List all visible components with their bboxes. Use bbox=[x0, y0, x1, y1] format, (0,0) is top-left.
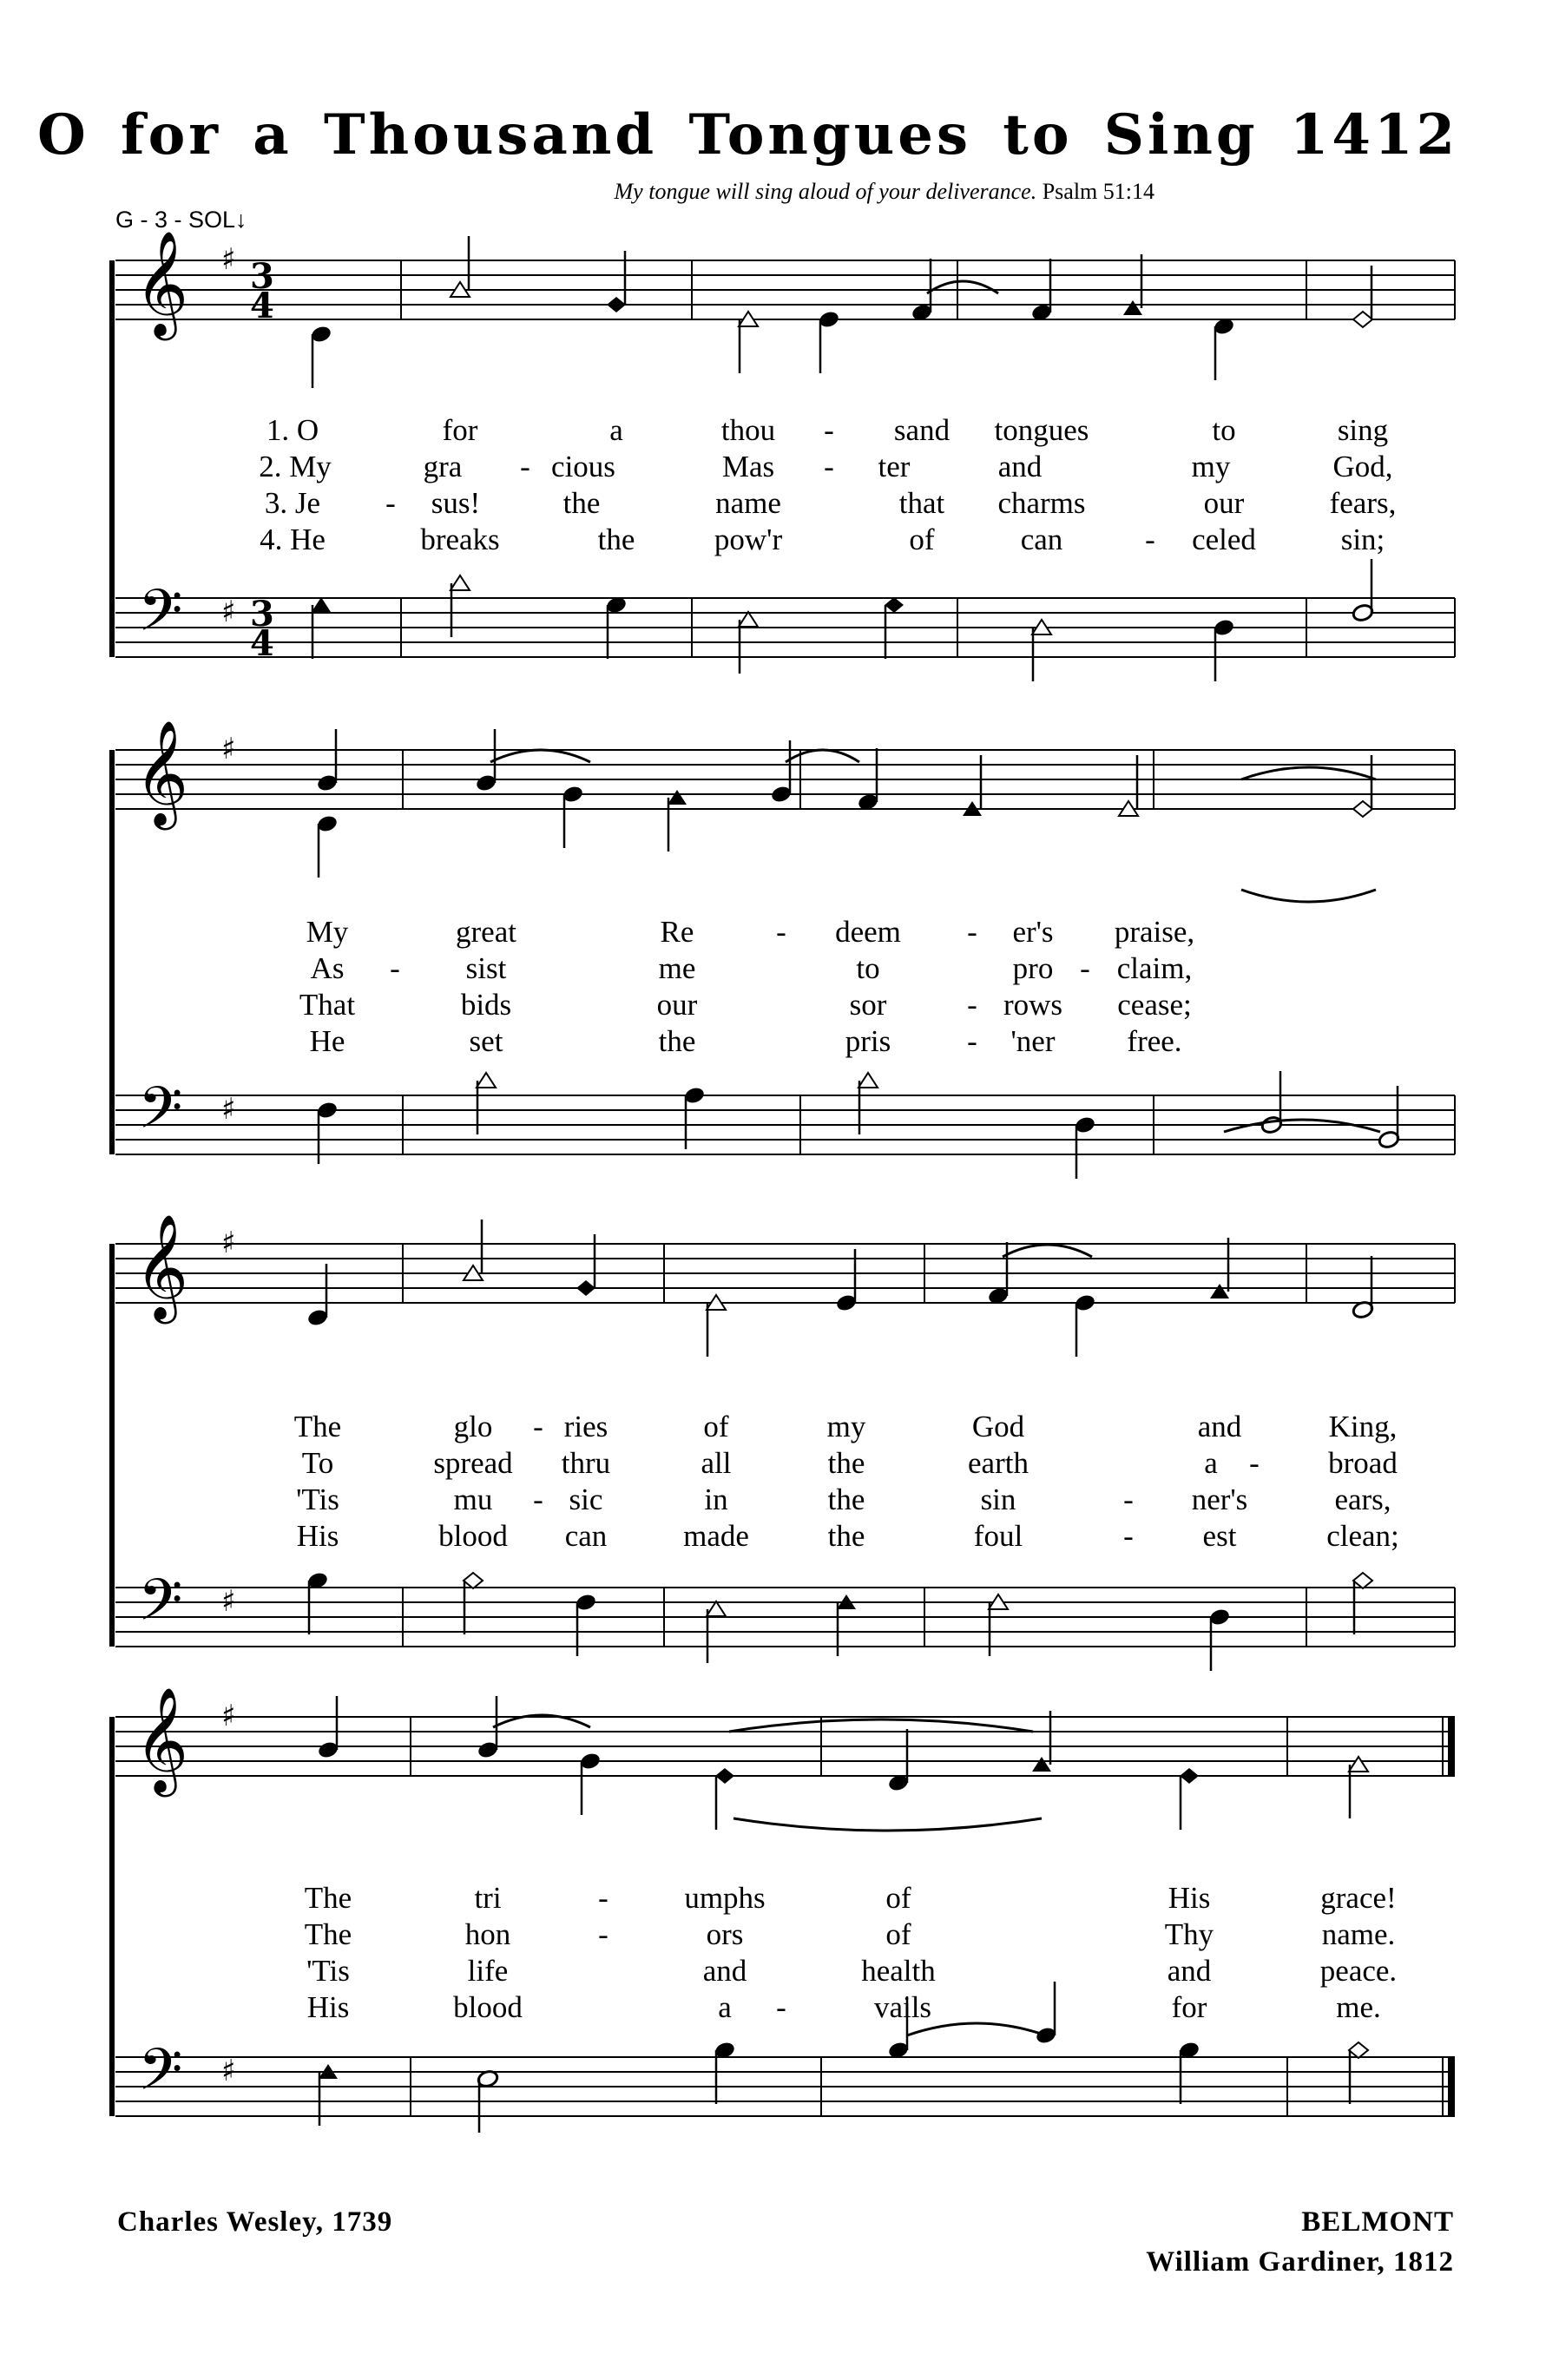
lyric-syllable: a bbox=[1204, 1446, 1218, 1480]
lyric-syllable: mu bbox=[453, 1483, 493, 1516]
lyric-syllable: - bbox=[520, 450, 530, 483]
lyric-syllable: can bbox=[1020, 523, 1063, 556]
lyric-syllable: - bbox=[967, 988, 977, 1022]
note-head bbox=[1210, 1284, 1229, 1298]
treble-clef-icon: 𝄞 bbox=[135, 1213, 189, 1319]
scripture-text: My tongue will sing aloud of your deliverance. bbox=[614, 179, 1037, 204]
lyric-syllable: of bbox=[703, 1410, 729, 1443]
lyric-syllable: ner's bbox=[1191, 1483, 1248, 1516]
lyric-syllable: Thy bbox=[1164, 1917, 1214, 1951]
lyric-syllable: in bbox=[704, 1483, 728, 1516]
slur bbox=[1241, 890, 1376, 902]
treble-note bbox=[316, 729, 339, 792]
lyric-syllable: - bbox=[598, 1881, 608, 1915]
sharp-icon: ♯ bbox=[221, 1699, 236, 1733]
lyric-syllable: sing bbox=[1337, 413, 1389, 447]
lyric-syllable: ter bbox=[878, 450, 911, 483]
lyric-syllable: - bbox=[1080, 951, 1090, 985]
lyric-syllable: sand bbox=[893, 413, 951, 447]
lyric-syllable: - bbox=[533, 1483, 543, 1516]
lyric-syllable: sin bbox=[980, 1483, 1016, 1516]
note-head bbox=[1353, 312, 1372, 327]
lyric-syllable: and bbox=[1167, 1954, 1212, 1988]
note-head bbox=[1353, 1573, 1372, 1588]
note-head bbox=[451, 575, 470, 590]
lyric-syllable: Re bbox=[660, 915, 694, 949]
treble-note bbox=[707, 1295, 726, 1357]
lyric-syllable: and bbox=[702, 1954, 747, 1988]
lyric-syllable: As bbox=[310, 951, 345, 985]
time-signature-bottom: 4 bbox=[250, 623, 274, 664]
lyric-syllable: name bbox=[715, 486, 781, 520]
lyric-syllable: set bbox=[469, 1024, 503, 1058]
lyric-syllable: sin; bbox=[1340, 523, 1385, 556]
treble-clef-icon: 𝄞 bbox=[135, 230, 189, 336]
lyric-syllable: health bbox=[861, 1954, 936, 1988]
lyric-syllable: and bbox=[997, 450, 1043, 483]
lyric-syllable: praise, bbox=[1114, 915, 1195, 949]
lyric-syllable: sor bbox=[849, 988, 887, 1022]
lyric-syllable: name. bbox=[1321, 1917, 1396, 1951]
treble-note bbox=[1210, 1238, 1229, 1298]
lyric-syllable: of bbox=[885, 1881, 911, 1915]
lyric-syllable: that bbox=[898, 486, 945, 520]
lyric-syllable: made bbox=[683, 1519, 749, 1553]
lyric-syllable: deem bbox=[835, 915, 901, 949]
lyric-syllable: gra bbox=[423, 450, 463, 483]
sharp-icon: ♯ bbox=[221, 242, 236, 277]
sharp-icon: ♯ bbox=[221, 2054, 236, 2088]
bass-note bbox=[1035, 1982, 1057, 2045]
author-credit: Charles Wesley, 1739 bbox=[117, 2206, 393, 2238]
note-head bbox=[1032, 1757, 1051, 1772]
lyric-syllable: cious bbox=[551, 450, 615, 483]
lyric-syllable: 2. My bbox=[259, 450, 332, 483]
lyric-syllable: - bbox=[824, 450, 834, 483]
note-head bbox=[477, 1073, 496, 1088]
bass-note bbox=[1353, 1573, 1372, 1634]
lyric-syllable: His bbox=[1168, 1881, 1211, 1915]
note-head bbox=[607, 297, 626, 312]
lyric-syllable: er's bbox=[1012, 915, 1054, 949]
note-head bbox=[1180, 1768, 1199, 1784]
lyric-syllable: 'ner bbox=[1010, 1024, 1056, 1058]
lyric-syllable: clean; bbox=[1326, 1519, 1399, 1553]
lyric-syllable: blood bbox=[438, 1519, 508, 1553]
lyric-syllable: vails bbox=[873, 1990, 932, 2024]
lyric-syllable: To bbox=[301, 1446, 334, 1480]
treble-note bbox=[1180, 1768, 1199, 1830]
lyric-syllable: The bbox=[304, 1881, 352, 1915]
lyric-syllable: thru bbox=[561, 1446, 611, 1480]
lyric-syllable: to bbox=[856, 951, 880, 985]
lyric-syllable: of bbox=[909, 523, 935, 556]
lyric-syllable: the bbox=[827, 1519, 865, 1553]
note-head bbox=[715, 1768, 734, 1784]
sharp-icon: ♯ bbox=[221, 595, 236, 629]
lyric-syllable: The bbox=[304, 1917, 352, 1951]
lyric-syllable: to bbox=[1212, 413, 1236, 447]
system-bracket bbox=[109, 750, 115, 1154]
treble-note bbox=[579, 1752, 602, 1815]
lyric-syllable: pro bbox=[1012, 951, 1054, 985]
sharp-icon: ♯ bbox=[221, 1226, 236, 1260]
lyric-syllable: 3. Je bbox=[264, 486, 321, 520]
treble-note bbox=[1349, 1757, 1368, 1818]
note-head bbox=[858, 1073, 878, 1088]
hymn-number: 1412 bbox=[1289, 102, 1458, 168]
treble-note bbox=[1123, 254, 1142, 315]
lyric-syllable: can bbox=[564, 1519, 608, 1553]
treble-note bbox=[562, 785, 584, 848]
lyric-syllable: tongues bbox=[994, 413, 1089, 447]
lyric-syllable: bids bbox=[460, 988, 512, 1022]
lyric-syllable: - bbox=[1123, 1519, 1134, 1553]
note-head bbox=[739, 612, 758, 627]
bass-clef-icon: 𝄢 bbox=[138, 577, 183, 658]
bass-clef-icon: 𝄢 bbox=[138, 2036, 183, 2117]
lyric-syllable: the bbox=[827, 1483, 865, 1516]
lyric-syllable: peace. bbox=[1319, 1954, 1398, 1988]
lyric-syllable: sic bbox=[569, 1483, 603, 1516]
lyric-syllable: pris bbox=[845, 1024, 891, 1058]
bass-clef-icon: 𝄢 bbox=[138, 1567, 183, 1647]
lyric-syllable: - bbox=[967, 915, 977, 949]
time-signature-top: 3 bbox=[250, 594, 274, 634]
treble-note bbox=[316, 814, 339, 878]
lyric-syllable: - bbox=[1145, 523, 1155, 556]
slur bbox=[490, 750, 590, 762]
lyric-syllable: broad bbox=[1328, 1446, 1398, 1480]
lyric-syllable: celed bbox=[1192, 523, 1256, 556]
lyric-syllable: tri bbox=[474, 1881, 502, 1915]
treble-note bbox=[739, 312, 758, 373]
lyric-syllable: our bbox=[656, 988, 698, 1022]
lyric-syllable: thou bbox=[720, 413, 776, 447]
lyric-syllable: His bbox=[296, 1519, 339, 1553]
slur bbox=[1003, 1245, 1092, 1257]
treble-note bbox=[317, 1696, 339, 1759]
lyric-syllable: and bbox=[1197, 1410, 1242, 1443]
lyric-syllable: sist bbox=[465, 951, 507, 985]
lyric-syllable: - bbox=[598, 1917, 608, 1951]
sharp-icon: ♯ bbox=[221, 1584, 236, 1619]
lyric-syllable: our bbox=[1203, 486, 1245, 520]
note-head bbox=[885, 597, 904, 613]
bass-note bbox=[1032, 620, 1051, 681]
lyric-syllable: me bbox=[658, 951, 696, 985]
lyric-syllable: my bbox=[826, 1410, 866, 1443]
lyric-syllable: God, bbox=[1332, 450, 1393, 483]
lyric-syllable: glo bbox=[453, 1410, 493, 1443]
note-head bbox=[1349, 2042, 1368, 2058]
lyric-syllable: foul bbox=[973, 1519, 1023, 1553]
lyric-syllable: umphs bbox=[684, 1881, 766, 1915]
lyric-syllable: breaks bbox=[420, 523, 500, 556]
lyric-syllable: His bbox=[306, 1990, 350, 2024]
lyric-syllable: The bbox=[293, 1410, 342, 1443]
note-head bbox=[1349, 1757, 1368, 1772]
time-signature-bottom: 4 bbox=[250, 286, 274, 326]
slur bbox=[927, 281, 998, 293]
bass-note bbox=[1074, 1115, 1096, 1179]
slur bbox=[729, 1719, 1033, 1732]
scripture-reference: Psalm 51:14 bbox=[1042, 179, 1154, 204]
lyric-syllable: cease; bbox=[1117, 988, 1192, 1022]
tune-name: BELMONT bbox=[1301, 2206, 1454, 2238]
lyric-syllable: 1. O bbox=[266, 413, 319, 447]
lyric-syllable: hon bbox=[464, 1917, 511, 1951]
system-bracket bbox=[109, 1244, 115, 1647]
note-head bbox=[707, 1601, 726, 1616]
lyric-syllable: 4. He bbox=[260, 523, 326, 556]
treble-note bbox=[451, 236, 470, 297]
lyric-syllable: pow'r bbox=[714, 523, 783, 556]
lyric-syllable: me. bbox=[1336, 1990, 1381, 2024]
lyric-syllable: ears, bbox=[1334, 1483, 1391, 1516]
lyric-syllable: free. bbox=[1127, 1024, 1182, 1058]
lyric-syllable: - bbox=[824, 413, 834, 447]
bass-note bbox=[1349, 2042, 1368, 2104]
lyric-syllable: life bbox=[467, 1954, 509, 1988]
lyric-syllable: my bbox=[1191, 450, 1231, 483]
treble-note bbox=[1032, 1711, 1051, 1772]
note-head bbox=[668, 790, 687, 805]
treble-note bbox=[668, 790, 687, 851]
note-head bbox=[1123, 300, 1142, 315]
hymn-title: O for a Thousand Tongues to Sing 1412 bbox=[37, 102, 1458, 168]
lyric-syllable: rows bbox=[1003, 988, 1063, 1022]
bass-note bbox=[1208, 1607, 1231, 1671]
bass-note bbox=[1352, 559, 1374, 622]
lyric-syllable: King, bbox=[1328, 1410, 1398, 1443]
slur bbox=[733, 1818, 1042, 1831]
lyric-syllable: - bbox=[1123, 1483, 1134, 1516]
lyric-syllable: earth bbox=[968, 1446, 1029, 1480]
lyric-syllable: My bbox=[306, 915, 349, 949]
lyric-syllable: - bbox=[385, 486, 396, 520]
lyric-syllable: sus! bbox=[431, 486, 481, 520]
lyric-syllable: grace! bbox=[1320, 1881, 1397, 1915]
note-head bbox=[1353, 801, 1372, 817]
lyric-syllable: the bbox=[827, 1446, 865, 1480]
lyric-syllable: Mas bbox=[721, 450, 775, 483]
slur bbox=[786, 750, 859, 762]
bass-note bbox=[464, 1573, 483, 1634]
lyric-syllable: for bbox=[1171, 1990, 1207, 2024]
time-signature-top: 3 bbox=[250, 256, 274, 297]
treble-note bbox=[818, 310, 840, 373]
lyric-syllable: God bbox=[971, 1410, 1025, 1443]
note-head bbox=[312, 597, 331, 612]
sharp-icon: ♯ bbox=[221, 732, 236, 766]
lyric-syllable: 'Tis bbox=[296, 1483, 339, 1516]
treble-note bbox=[1074, 1293, 1096, 1357]
lyric-syllable: - bbox=[390, 951, 400, 985]
treble-note bbox=[464, 1220, 483, 1280]
lyric-syllable: He bbox=[309, 1024, 345, 1058]
treble-note bbox=[310, 325, 332, 388]
slur bbox=[907, 2023, 1046, 2035]
final-barline-thick bbox=[1448, 1717, 1455, 1776]
lyric-syllable: est bbox=[1202, 1519, 1237, 1553]
treble-note bbox=[715, 1768, 734, 1830]
treble-note bbox=[1213, 317, 1235, 380]
lyric-syllable: - bbox=[967, 1024, 977, 1058]
lyric-syllable: That bbox=[299, 988, 356, 1022]
lyric-syllable: - bbox=[776, 1990, 786, 2024]
bass-clef-icon: 𝄢 bbox=[138, 1075, 183, 1155]
lyric-syllable: - bbox=[1249, 1446, 1260, 1480]
lyric-syllable: ries bbox=[563, 1410, 608, 1443]
lyric-syllable: the bbox=[562, 486, 601, 520]
lyric-syllable: claim, bbox=[1116, 951, 1193, 985]
final-barline-thick bbox=[1448, 2057, 1455, 2116]
lyric-syllable: for bbox=[442, 413, 478, 447]
lyric-syllable: fears, bbox=[1329, 486, 1397, 520]
lyric-syllable: great bbox=[456, 915, 516, 949]
lyric-syllable: ors bbox=[706, 1917, 744, 1951]
lyric-syllable: the bbox=[658, 1024, 696, 1058]
lyric-syllable: the bbox=[597, 523, 635, 556]
lyric-syllable: spread bbox=[433, 1446, 513, 1480]
lyric-syllable: of bbox=[885, 1917, 911, 1951]
lyric-syllable: a bbox=[718, 1990, 732, 2024]
lyric-syllable: 'Tis bbox=[306, 1954, 350, 1988]
lyric-syllable: - bbox=[533, 1410, 543, 1443]
bass-note bbox=[1213, 618, 1235, 681]
composer-credit: William Gardiner, 1812 bbox=[1146, 2246, 1454, 2278]
slur bbox=[1241, 767, 1376, 779]
treble-note bbox=[477, 1696, 499, 1759]
key-info: G - 3 - SOL↓ bbox=[115, 207, 247, 233]
lyric-syllable: all bbox=[701, 1446, 732, 1480]
lyric-syllable: charms bbox=[997, 486, 1086, 520]
bass-note bbox=[1260, 1071, 1283, 1134]
note-head bbox=[576, 1280, 595, 1296]
treble-clef-icon: 𝄞 bbox=[135, 1686, 189, 1792]
system-bracket bbox=[109, 1717, 115, 2116]
lyric-syllable: - bbox=[776, 915, 786, 949]
treble-clef-icon: 𝄞 bbox=[135, 720, 189, 825]
lyric-syllable: a bbox=[609, 413, 623, 447]
note-head bbox=[464, 1573, 483, 1588]
sharp-icon: ♯ bbox=[221, 1092, 236, 1127]
lyric-syllable: blood bbox=[453, 1990, 523, 2024]
system-bracket bbox=[109, 260, 115, 657]
